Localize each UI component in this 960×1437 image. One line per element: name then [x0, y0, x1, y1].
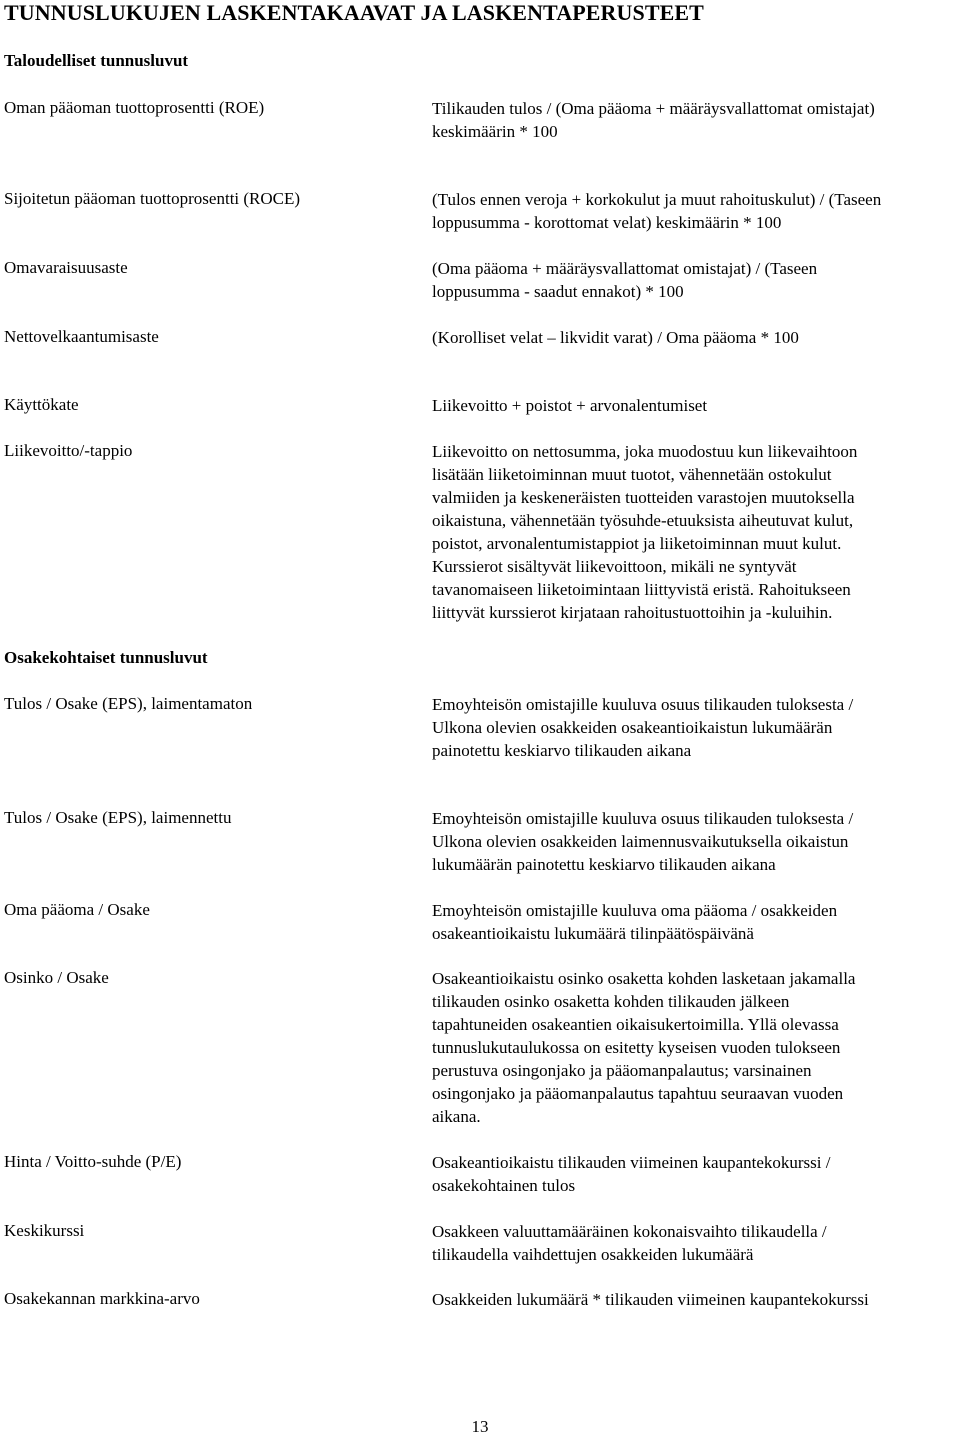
definition-average-price: Osakkeen valuuttamääräinen kokonaisvaihto tilikaudella / tilikaudella vaihdettujen osakkeiden lukumäärä — [432, 1222, 827, 1264]
definition-operating-profit: Liikevoitto on nettosumma, joka muodostuu kun liikevaihtoon lisätään liiketoiminnan muut tuotot, vähennetään ostokulut valmiiden ja keskeneräisten tuotteiden varastojen muutoksella oikaistuna, vähennetään työsuhde-etuuksista aiheutuvat kulut, poistot, arvonalentumistappiot ja liiketoiminnan muut kulut. Kurssierot sisältyvät liikevoittoon, mikäli ne syntyvät tavanomaiseen liiketoimintaan liittyvistä eristä. Rahoitukseen liittyvät kurssierot kirjataan rahoitustuottoihin ja -kuluihin. — [432, 442, 858, 622]
page-number: 13 — [471, 1417, 489, 1436]
term-operating-profit: Liikevoitto/-tappio — [4, 441, 133, 460]
definition-roe: Tilikauden tulos / (Oma pääoma + määräysvallattomat omistajat) keskimäärin * 100 — [432, 99, 875, 141]
definition-pe-ratio: Osakeantioikaistu tilikauden viimeinen kaupantekokurssi / osakekohtainen tulos — [432, 1153, 831, 1195]
definition-eps-undiluted: Emoyhteisön omistajille kuuluva osuus tilikauden tuloksesta / Ulkona olevien osakkeiden osakeantioikaistun lukumäärän painotettu keskiarvo tilikauden aikana — [432, 695, 854, 760]
definition-equity-per-share: Emoyhteisön omistajille kuuluva oma pääoma / osakkeiden osakeantioikaistu lukumäärä tilinpäätöspäivänä — [432, 901, 838, 943]
definition-eps-diluted: Emoyhteisön omistajille kuuluva osuus tilikauden tuloksesta / Ulkona olevien osakkeiden laimennusvaikutuksella oikaistun lukumäärän painotettu keskiarvo tilikauden aikana — [432, 809, 854, 874]
definition-ebitda: Liikevoitto + poistot + arvonalentumiset — [432, 396, 708, 415]
definition-equity-ratio: (Oma pääoma + määräysvallattomat omistajat) / (Taseen loppusumma - saadut ennakot) * 100 — [432, 259, 818, 301]
term-market-cap: Osakekannan markkina-arvo — [4, 1289, 200, 1308]
section-heading-per-share: Osakekohtaiset tunnusluvut — [4, 648, 208, 667]
definition-market-cap: Osakkeiden lukumäärä * tilikauden viimeinen kaupantekokurssi — [432, 1290, 869, 1309]
definition-roce: (Tulos ennen veroja + korkokulut ja muut rahoituskulut) / (Taseen loppusumma - korottomat velat) keskimäärin * 100 — [432, 190, 882, 232]
page-title: TUNNUSLUKUJEN LASKENTAKAAVAT JA LASKENTAPERUSTEET — [4, 0, 704, 25]
definition-net-gearing: (Korolliset velat – likvidit varat) / Oma pääoma * 100 — [432, 328, 799, 347]
term-net-gearing: Nettovelkaantumisaste — [4, 327, 159, 346]
term-dividend-per-share: Osinko / Osake — [4, 968, 109, 987]
term-equity-per-share: Oma pääoma / Osake — [4, 900, 150, 919]
definition-dividend-per-share: Osakeantioikaistu osinko osaketta kohden lasketaan jakamalla tilikauden osinko osaketta kohden tilikauden jälkeen tapahtuneiden osakeantien oikaisukertoimilla. Yllä olevassa tunnuslukutaulukossa on esitetty kyseisen vuoden tulokseen perustuva osingonjako ja pääomanpalautus; varsinainen osingonjako ja pääomanpalautus tapahtuu seuraavan vuoden aikana. — [432, 969, 856, 1126]
term-roe: Oman pääoman tuottoprosentti (ROE) — [4, 98, 265, 117]
term-eps-undiluted: Tulos / Osake (EPS), laimentamaton — [4, 694, 253, 713]
term-ebitda: Käyttökate — [4, 395, 79, 414]
term-average-price: Keskikurssi — [4, 1221, 85, 1240]
term-pe-ratio: Hinta / Voitto-suhde (P/E) — [4, 1152, 182, 1171]
term-equity-ratio: Omavaraisuusaste — [4, 258, 128, 277]
section-heading-financial: Taloudelliset tunnusluvut — [4, 51, 189, 70]
term-eps-diluted: Tulos / Osake (EPS), laimennettu — [4, 808, 232, 827]
term-roce: Sijoitetun pääoman tuottoprosentti (ROCE) — [4, 189, 301, 208]
